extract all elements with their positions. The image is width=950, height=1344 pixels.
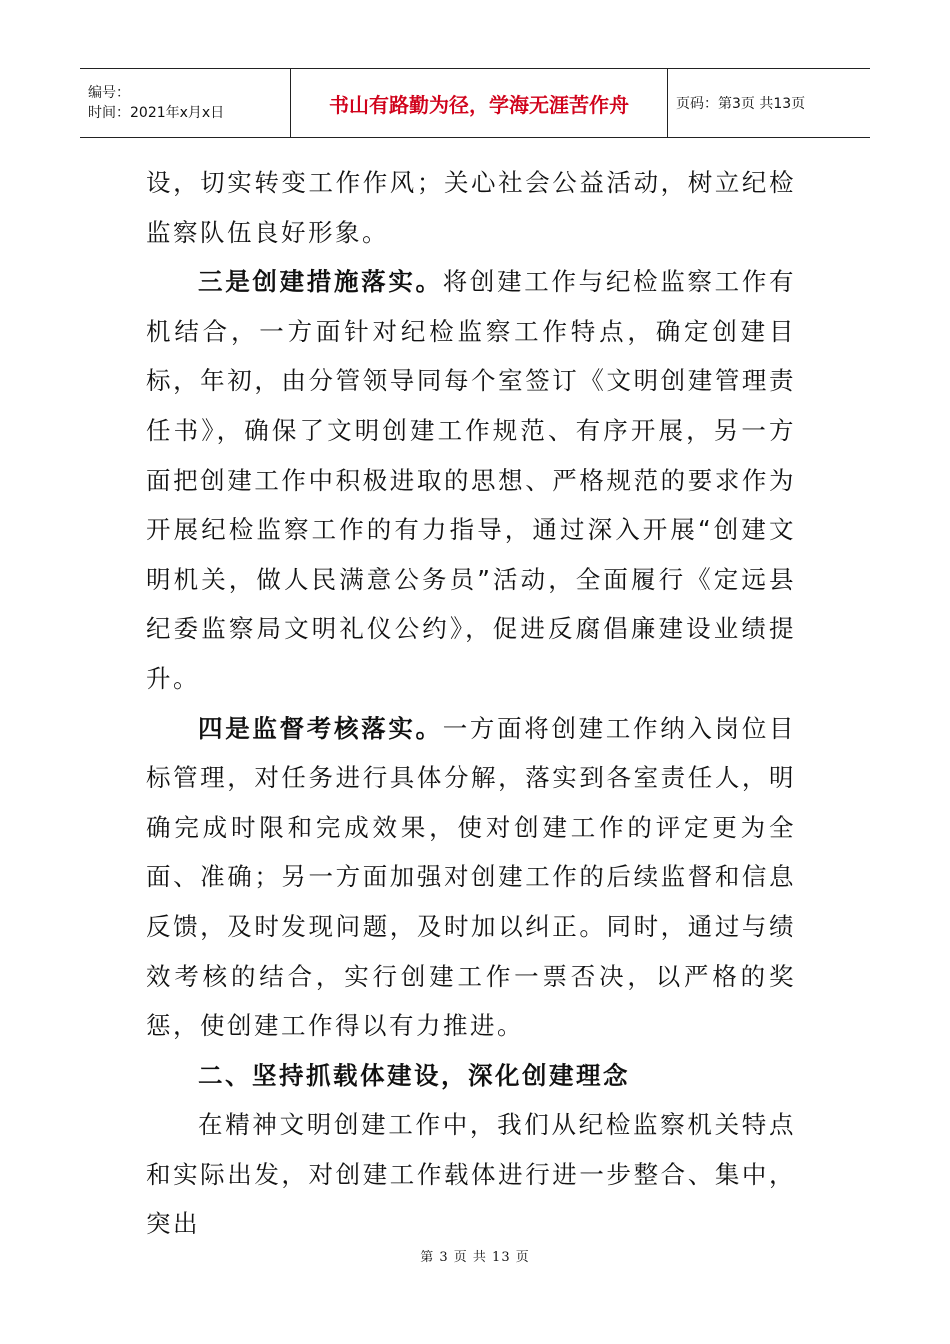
page-header <box>80 68 870 138</box>
page-footer: 第 3 页 共 13 页 <box>420 1250 530 1265</box>
header-motto-cell <box>290 69 668 137</box>
document-body <box>146 158 796 1249</box>
paragraph-supervision <box>146 704 796 1051</box>
paragraph-text-measures: 将创建工作与纪检监察工作有机结合，一方面针对纪检监察工作特点，确定创建目标，年初，由分管领导同每个室签订《文明创建管理责任书》，确保了文明创建工作规范、有序开展，另一方面把创建工作中积极进取的思想、严格规范的要求作为开展纪检监察工作的有力指导，通过深入开展“创建文明机关，做人民满意公务员”活动，全面履行《定远县纪委监察局文明礼仪公约》，促进反腐倡廉建设业绩提升。 <box>146 267 797 693</box>
paragraph-lead-measures: 三是创建措施落实。 <box>198 267 443 297</box>
paragraph-lead-supervision: 四是监督考核落实。 <box>198 713 443 743</box>
document-number-label: 编号： <box>88 85 130 101</box>
paragraph-measures <box>146 257 796 703</box>
paragraph-carrier: 在精神文明创建工作中，我们从纪检监察机关特点和实际出发，对创建工作载体进行进一步整合、集中，突出 <box>146 1110 796 1239</box>
header-motto: 书山有路勤为径，学海无涯苦作舟 <box>329 92 629 117</box>
paragraph-continuation: 设，切实转变工作作风；关心社会公益活动，树立纪检监察队伍良好形象。 <box>146 168 796 247</box>
paragraph-text-supervision: 一方面将创建工作纳入岗位目标管理，对任务进行具体分解，落实到各室责任人，明确完成时限和完成效果，使对创建工作的评定更为全面、准确；另一方面加强对创建工作的后续监督和信息反馈，及时发现问题，及时加以纠正。同时，通过与绩效考核的结合，实行创建工作一票否决，以严格的奖惩，使创建工作得以有力推进。 <box>146 713 797 1041</box>
header-page-info: 页码：第3页 共13页 <box>676 96 806 112</box>
header-page-cell <box>668 69 870 137</box>
header-meta <box>80 69 290 137</box>
section-heading: 二、坚持抓载体建设，深化创建理念 <box>198 1060 630 1090</box>
document-time-label: 时间：2021年x月x日 <box>88 105 225 121</box>
